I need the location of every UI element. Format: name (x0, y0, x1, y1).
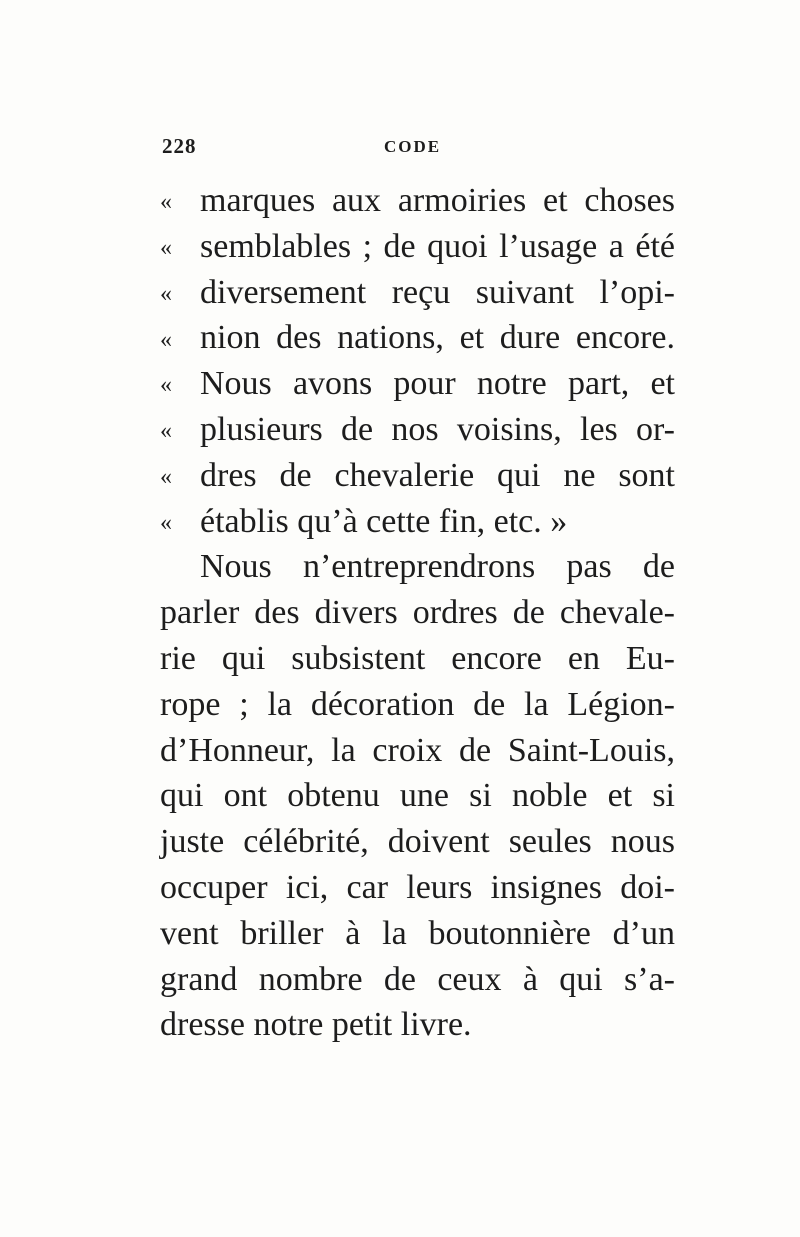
page-number: 228 (162, 134, 197, 158)
paragraph-line: juste célébrité, doivent seules nous (160, 823, 675, 861)
quote-line-text: marques aux armoiries et choses (200, 182, 675, 219)
quote-line-text: plusieurs de nos voisins, les or- (200, 410, 675, 448)
paragraph-line: occuper ici, car leurs insignes doi- (160, 868, 675, 906)
paragraph-line: qui ont obtenu une si noble et si (160, 777, 675, 815)
quote-line (160, 407, 675, 453)
quote-line-text: nion des nations, et dure encore. (200, 319, 675, 357)
quote-line (160, 453, 675, 499)
quote-mark: « (160, 326, 172, 353)
paragraph-line: grand nombre de ceux à qui s’a- (160, 960, 675, 998)
paragraph-line: rope ; la décoration de la Légion- (160, 685, 675, 723)
paragraph-line: vent briller à la boutonnière d’un (160, 914, 675, 952)
paragraph-line: rie qui subsistent encore en Eu- (160, 639, 675, 677)
paragraph-line-text: Nous n’entreprendrons pas de (200, 548, 675, 586)
quote-mark: « (160, 464, 172, 491)
quote-mark: « (160, 372, 172, 399)
body-text (160, 178, 675, 1048)
quote-line-text: diversement reçu suivant l’opi- (200, 273, 675, 311)
paragraph-line: dresse notre petit livre. (160, 1006, 472, 1044)
quote-line (160, 270, 675, 316)
running-head (162, 134, 682, 164)
paragraph-line: d’Honneur, la croix de Saint-Louis, (160, 731, 675, 769)
quote-mark: « (160, 280, 172, 307)
quote-line-text: semblables ; de quoi l’usage a été (200, 227, 675, 265)
quote-mark: « (160, 189, 172, 216)
paragraph-first-line (160, 544, 675, 590)
paragraph-line: parler des divers ordres de chevale- (160, 594, 675, 632)
quote-line (160, 361, 675, 407)
quote-mark: « (160, 418, 172, 445)
quote-line-text: Nous avons pour notre part, et (200, 365, 675, 403)
quote-line-text: dres de chevalerie qui ne sont (200, 456, 675, 494)
quote-line (160, 224, 675, 270)
quote-line-text: établis qu’à cette fin, etc. » (200, 502, 568, 540)
quote-mark: « (160, 235, 172, 262)
quote-line (160, 178, 675, 224)
quote-line (160, 315, 675, 361)
quote-mark: « (160, 509, 172, 536)
running-title: CODE (384, 137, 442, 156)
quote-line (160, 499, 675, 545)
